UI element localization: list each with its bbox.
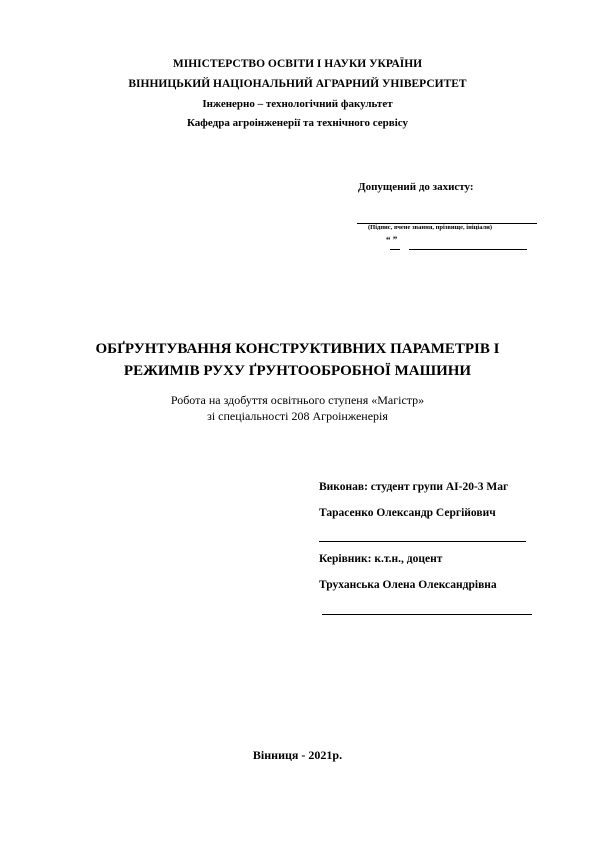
supervisor-label: Керівник: к.т.н., доцент <box>319 553 443 565</box>
ministry-heading: МІНІСТЕРСТВО ОСВІТИ І НАУКИ УКРАЇНИ <box>172 58 423 70</box>
date-quote: “ ” <box>386 235 398 245</box>
city-year: Вінниця - 2021р. <box>252 748 343 762</box>
date-day-line <box>390 249 400 250</box>
author-name: Тарасенко Олександр Сергійович <box>319 507 496 519</box>
thesis-title-line1: ОБҐРУНТУВАННЯ КОНСТРУКТИВНИХ ПАРАМЕТРІВ І <box>95 341 500 357</box>
thesis-subtitle-line1: Робота на здобуття освітнього ступеня «Магістр» <box>170 393 425 407</box>
date-month-line <box>409 249 527 250</box>
faculty-heading: Інженерно – технологічний факультет <box>202 98 393 110</box>
university-heading: ВІННИЦЬКИЙ НАЦІОНАЛЬНИЙ АГРАРНИЙ УНІВЕРСИТЕТ <box>128 78 467 90</box>
author-label: Виконав: студент групи АІ-20-3 Маг <box>319 481 509 493</box>
thesis-title-line2: РЕЖИМІВ РУХУ ҐРУНТООБРОБНОЇ МАШИНИ <box>123 363 472 379</box>
approval-title: Допущений до захисту: <box>358 181 474 193</box>
department-heading: Кафедра агроінженерії та технічного сервісу <box>186 117 409 129</box>
author-signature-line <box>319 541 526 542</box>
thesis-subtitle-line2: зі спеціальності 208 Агроінженерія <box>207 409 388 423</box>
signature-caption: (Підпис, вчене звання, прізвище, ініціали) <box>368 224 493 231</box>
supervisor-signature-line <box>322 614 532 615</box>
supervisor-name: Труханська Олена Олександрівна <box>319 579 497 591</box>
